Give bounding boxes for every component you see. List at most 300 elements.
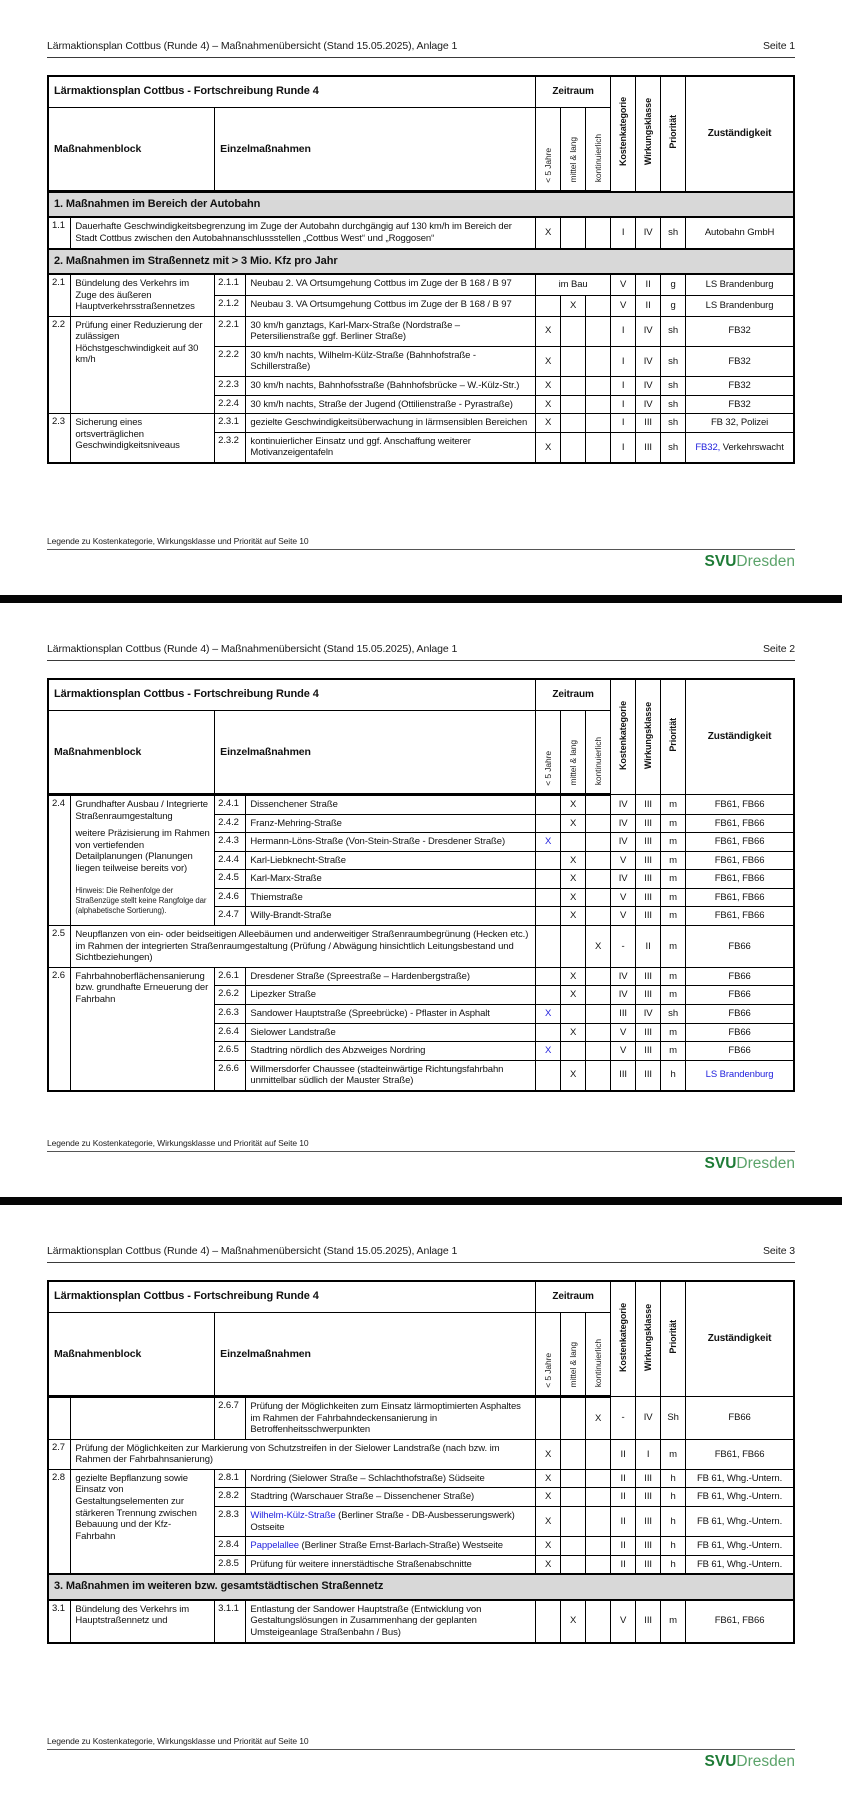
document-title: Lärmaktionsplan Cottbus (Runde 4) – Maßnahmenübersicht (Stand 15.05.2025), Anlage 1 <box>47 643 458 655</box>
zeitraum-mark-cell <box>586 1439 611 1469</box>
massnahmenblock-header-cell: Maßnahmenblock <box>48 711 215 795</box>
zeitraum-mark-cell <box>561 1004 586 1023</box>
measures-table-page-3 <box>47 1280 795 1644</box>
zeitraum-mark-cell <box>536 814 561 833</box>
zustaendigkeit-cell: FB32 <box>686 346 794 376</box>
value-cell: IV <box>611 814 636 833</box>
header-rule <box>47 57 795 58</box>
value-cell: sh <box>661 414 686 433</box>
item-text-cell: Hermann-Löns-Straße (Von-Stein-Straße - Dresdener Straße) <box>246 833 536 852</box>
item-number-cell: 2.8.4 <box>215 1537 246 1556</box>
zeitraum-mark-cell: X <box>536 395 561 414</box>
zustaendigkeit-cell: FB66 <box>686 1397 794 1440</box>
text-part: (Berliner Straße - DB-Ausbesserungswerk) Ostseite <box>250 1510 515 1533</box>
rotated-column-label: Wirkungsklasse <box>642 701 653 769</box>
block-number-cell: 2.2 <box>48 316 71 413</box>
value-cell: sh <box>661 217 686 248</box>
paragraph: Hinweis: Die Reihenfolge der Straßenzüge stellt keine Rangfolge dar (alphabetische Sortierung). <box>75 886 207 915</box>
header-row-1 <box>48 76 794 108</box>
item-number-cell: 2.6.2 <box>215 986 246 1005</box>
zeitraum-mark-cell <box>586 432 611 463</box>
zustaendigkeit-cell: FB66 <box>686 986 794 1005</box>
header-rule <box>47 1262 795 1263</box>
rotated-header-cell <box>611 76 636 192</box>
rotated-column-label: mittel & lang <box>567 739 578 786</box>
legend-note: Legende zu Kostenkategorie, Wirkungsklasse und Priorität auf Seite 10 <box>47 1736 309 1746</box>
zeitraum-mark-cell <box>586 1042 611 1061</box>
value-cell: h <box>661 1060 686 1091</box>
rotated-header-cell <box>611 1281 636 1397</box>
block-number-cell: 2.4 <box>48 795 71 926</box>
item-text-cell: Karl-Liebknecht-Straße <box>246 851 536 870</box>
value-cell: V <box>611 888 636 907</box>
rotated-header-cell <box>561 1313 586 1397</box>
zeitraum-mark-cell <box>586 851 611 870</box>
value-cell: IV <box>611 870 636 889</box>
rotated-header-cell <box>586 711 611 795</box>
value-cell: II <box>636 926 661 968</box>
page-number: Seite 2 <box>763 643 795 655</box>
value-cell: III <box>636 414 661 433</box>
zeitraum-mark-cell: X <box>536 833 561 852</box>
zeitraum-mark-cell <box>561 1507 586 1537</box>
value-cell: III <box>636 833 661 852</box>
block-number-cell: 2.8 <box>48 1469 71 1574</box>
zustaendigkeit-cell: FB61, FB66 <box>686 833 794 852</box>
zeitraum-mark-cell: X <box>536 414 561 433</box>
item-number-cell: 2.6.1 <box>215 967 246 986</box>
zustaendigkeit-cell: FB 61, Whg.-Untern. <box>686 1488 794 1507</box>
value-cell: III <box>636 986 661 1005</box>
value-cell: sh <box>661 395 686 414</box>
item-number-cell: 2.4.3 <box>215 833 246 852</box>
zeitraum-mark-cell <box>561 1397 586 1440</box>
table-row <box>48 414 794 433</box>
zustaendigkeit-cell: FB61, FB66 <box>686 795 794 815</box>
item-number-cell: 2.6.7 <box>215 1397 246 1440</box>
zeitraum-mark-cell: X <box>536 1537 561 1556</box>
zustaendigkeit-cell: FB61, FB66 <box>686 814 794 833</box>
zeitraum-mark-cell <box>561 1488 586 1507</box>
value-cell: II <box>636 295 661 316</box>
zeitraum-mark-cell <box>561 1469 586 1488</box>
value-cell: h <box>661 1507 686 1537</box>
paragraph: weitere Präzisierung im Rahmen von vertiefenden Detailplanungen (Planungen liegen teilweise bereits vor) <box>75 828 210 874</box>
einzelmassnahmen-header-cell: Einzelmaßnahmen <box>215 1313 536 1397</box>
zeitraum-mark-cell <box>586 346 611 376</box>
zustaendigkeit-cell: FB66 <box>686 967 794 986</box>
zustaendigkeit-cell: FB66 <box>686 1042 794 1061</box>
value-cell: m <box>661 986 686 1005</box>
rotated-column-label: mittel & lang <box>567 1341 578 1388</box>
zeitraum-mark-cell: X <box>561 967 586 986</box>
value-cell: V <box>611 1600 636 1643</box>
zeitraum-mark-cell <box>536 1023 561 1042</box>
table-header <box>48 1281 794 1397</box>
zeitraum-mark-cell: X <box>561 1060 586 1091</box>
footer-rule <box>47 1749 795 1750</box>
rotated-column-label: < 5 Jahre <box>542 147 553 183</box>
zustaendigkeit-cell <box>686 432 794 463</box>
zeitraum-mark-cell <box>586 1537 611 1556</box>
item-number-cell: 2.4.5 <box>215 870 246 889</box>
value-cell: g <box>661 274 686 295</box>
zeitraum-mark-cell <box>586 967 611 986</box>
zeitraum-mark-cell: X <box>561 1023 586 1042</box>
item-number-cell: 2.8.2 <box>215 1488 246 1507</box>
rotated-header-cell <box>561 711 586 795</box>
table-row <box>48 967 794 986</box>
value-cell: II <box>611 1537 636 1556</box>
value-cell: h <box>661 1469 686 1488</box>
rotated-column-label: Wirkungsklasse <box>642 1303 653 1371</box>
item-number-cell: 2.4.4 <box>215 851 246 870</box>
zeitraum-mark-cell: X <box>536 377 561 396</box>
item-number-cell: 2.3.1 <box>215 414 246 433</box>
value-cell: V <box>611 295 636 316</box>
zustaendigkeit-cell: FB61, FB66 <box>686 851 794 870</box>
paragraph: Grundhafter Ausbau / Integrierte Straßenraumgestaltung <box>75 799 208 822</box>
value-cell: III <box>636 1060 661 1091</box>
zeitraum-header-cell: Zeitraum <box>536 1281 611 1313</box>
zeitraum-mark-cell <box>586 1469 611 1488</box>
value-cell: sh <box>661 377 686 396</box>
document-page-2 <box>0 603 842 1197</box>
zeitraum-mark-cell <box>536 1060 561 1091</box>
page-number: Seite 1 <box>763 40 795 52</box>
text-part: Verkehrswacht <box>720 441 784 453</box>
einzelmassnahmen-header-cell: Einzelmaßnahmen <box>215 108 536 192</box>
rotated-column-label: kontinuierlich <box>592 134 603 183</box>
table-row <box>48 1469 794 1488</box>
value-cell: m <box>661 1023 686 1042</box>
header-row-1 <box>48 1281 794 1313</box>
zustaendigkeit-cell: FB61, FB66 <box>686 1600 794 1643</box>
zeitraum-mark-cell <box>561 432 586 463</box>
item-number-cell: 2.1.2 <box>215 295 246 316</box>
zeitraum-mark-cell: X <box>561 888 586 907</box>
page-number: Seite 3 <box>763 1245 795 1257</box>
value-cell: III <box>611 1004 636 1023</box>
item-text-cell: 30 km/h ganztags, Karl-Marx-Straße (Nordstraße – Petersilienstraße ggf. Berliner Straße) <box>246 316 536 346</box>
document-header <box>0 0 842 52</box>
svu-dresden-logo <box>47 1155 795 1173</box>
zeitraum-mark-cell <box>536 986 561 1005</box>
zeitraum-mark-cell <box>561 316 586 346</box>
zeitraum-mark-cell: X <box>536 217 561 248</box>
zeitraum-mark-cell <box>561 1439 586 1469</box>
item-text-cell: Sandower Hauptstraße (Spreebrücke) - Pflaster in Asphalt <box>246 1004 536 1023</box>
zeitraum-mark-cell <box>561 1555 586 1574</box>
block-number-cell: 2.3 <box>48 414 71 463</box>
page-separator-bar <box>0 595 842 603</box>
value-cell: m <box>661 967 686 986</box>
rotated-header-cell <box>586 1313 611 1397</box>
value-cell: - <box>611 1397 636 1440</box>
block-number-cell: 2.7 <box>48 1439 71 1469</box>
zustaendigkeit-cell: FB32 <box>686 377 794 396</box>
zeitraum-mark-cell <box>586 1507 611 1537</box>
header-row-1 <box>48 679 794 711</box>
item-text-cell: Dissenchener Straße <box>246 795 536 815</box>
value-cell: V <box>611 274 636 295</box>
value-cell: III <box>636 795 661 815</box>
item-number-cell: 2.8.3 <box>215 1507 246 1537</box>
table-title-cell: Lärmaktionsplan Cottbus - Fortschreibung Runde 4 <box>48 1281 536 1313</box>
zustaendigkeit-cell: FB61, FB66 <box>686 870 794 889</box>
item-text-cell: Prüfung der Möglichkeiten zum Einsatz lärmoptimierten Asphaltes im Rahmen der Fahrbahndeckensanierung in Betroffenheitsschwerpunkten <box>246 1397 536 1440</box>
value-cell: m <box>661 795 686 815</box>
zeitraum-mark-cell: X <box>586 926 611 968</box>
item-number-cell: 2.4.6 <box>215 888 246 907</box>
value-cell: m <box>661 851 686 870</box>
zeitraum-mark-cell <box>586 1555 611 1574</box>
item-number-cell: 2.6.6 <box>215 1060 246 1091</box>
zeitraum-mark-cell <box>536 851 561 870</box>
zustaendigkeit-cell: FB 61, Whg.-Untern. <box>686 1537 794 1556</box>
rotated-column-label: Kostenkategorie <box>617 97 628 167</box>
rotated-column-label: < 5 Jahre <box>542 1352 553 1388</box>
value-cell: I <box>611 432 636 463</box>
logo-dresden: Dresden <box>736 553 795 570</box>
value-cell: m <box>661 814 686 833</box>
zeitraum-mark-cell: X <box>536 1555 561 1574</box>
value-cell: III <box>636 1469 661 1488</box>
value-cell: II <box>611 1507 636 1537</box>
value-cell: IV <box>636 217 661 248</box>
zeitraum-mark-cell <box>561 926 586 968</box>
page-footer <box>47 536 795 571</box>
value-cell: IV <box>636 1004 661 1023</box>
zeitraum-mark-cell <box>536 795 561 815</box>
block-number-cell <box>48 1397 71 1440</box>
table-row <box>48 1397 794 1440</box>
zeitraum-header-cell: Zeitraum <box>536 76 611 108</box>
rotated-header-cell <box>536 108 561 192</box>
svu-dresden-logo <box>47 553 795 571</box>
block-number-cell: 1.1 <box>48 217 71 248</box>
zeitraum-header-cell: Zeitraum <box>536 679 611 711</box>
rotated-column-label: < 5 Jahre <box>542 750 553 786</box>
zeitraum-mark-cell <box>586 814 611 833</box>
zeitraum-mark-cell: X <box>561 295 586 316</box>
item-text-cell: Karl-Marx-Straße <box>246 870 536 889</box>
rotated-header-cell <box>636 679 661 795</box>
item-text-cell <box>246 1537 536 1556</box>
value-cell: V <box>611 1042 636 1061</box>
item-number-cell: 2.2.4 <box>215 395 246 414</box>
page-footer <box>47 1736 795 1771</box>
zustaendigkeit-cell: FB61, FB66 <box>686 888 794 907</box>
value-cell: I <box>636 1439 661 1469</box>
value-cell: III <box>636 1042 661 1061</box>
document-title: Lärmaktionsplan Cottbus (Runde 4) – Maßnahmenübersicht (Stand 15.05.2025), Anlage 1 <box>47 1245 458 1257</box>
value-cell: III <box>636 1023 661 1042</box>
zustaendigkeit-cell: LS Brandenburg <box>686 1060 794 1091</box>
zeitraum-mark-cell <box>586 377 611 396</box>
zeitraum-mark-cell <box>536 295 561 316</box>
logo-svu: SVU <box>704 1753 737 1770</box>
value-cell: g <box>661 295 686 316</box>
table-row <box>48 1439 794 1469</box>
block-text-cell: Sicherung eines ortsverträglichen Geschwindigkeitsniveaus <box>71 414 215 463</box>
value-cell: II <box>636 274 661 295</box>
logo-svu: SVU <box>704 553 737 570</box>
value-cell: III <box>636 1507 661 1537</box>
zeitraum-mark-cell: X <box>561 870 586 889</box>
zustaendigkeit-cell: FB 61, Whg.-Untern. <box>686 1469 794 1488</box>
zeitraum-mark-cell: X <box>561 795 586 815</box>
zustaendigkeit-cell: FB 61, Whg.-Untern. <box>686 1507 794 1537</box>
value-cell: II <box>611 1488 636 1507</box>
value-cell: I <box>611 395 636 414</box>
item-number-cell: 2.8.1 <box>215 1469 246 1488</box>
block-text-cell: Prüfung einer Reduzierung der zulässigen Höchstgeschwindigkeit auf 30 km/h <box>71 316 215 413</box>
value-cell: m <box>661 1600 686 1643</box>
zustaendigkeit-cell: LS Brandenburg <box>686 295 794 316</box>
rotated-header-cell <box>536 1313 561 1397</box>
item-text-cell: Dresdener Straße (Spreestraße – Hardenbergstraße) <box>246 967 536 986</box>
zeitraum-mark-cell: X <box>536 1488 561 1507</box>
block-number-cell: 2.5 <box>48 926 71 968</box>
page-separator-bar <box>0 1197 842 1205</box>
value-cell: im Bau <box>536 274 611 295</box>
text-part: Pappelallee <box>250 1540 299 1552</box>
value-cell: IV <box>611 795 636 815</box>
item-number-cell: 2.2.2 <box>215 346 246 376</box>
item-text-cell: Willmersdorfer Chaussee (stadteinwärtige Richtungsfahrbahn unmittelbar südlich der Mauster Straße) <box>246 1060 536 1091</box>
value-cell: h <box>661 1537 686 1556</box>
item-text-cell: Neubau 3. VA Ortsumgehung Cottbus im Zuge der B 168 / B 97 <box>246 295 536 316</box>
zeitraum-mark-cell: X <box>561 907 586 926</box>
value-cell: II <box>611 1439 636 1469</box>
value-cell: m <box>661 907 686 926</box>
massnahmenblock-header-cell: Maßnahmenblock <box>48 108 215 192</box>
item-text-cell <box>246 1507 536 1537</box>
table-row <box>48 1600 794 1643</box>
value-cell: sh <box>661 1004 686 1023</box>
item-text-cell: kontinuierlicher Einsatz und ggf. Anschaffung weiterer Motivanzeigentafeln <box>246 432 536 463</box>
value-cell: sh <box>661 346 686 376</box>
measures-table-page-1 <box>47 75 795 464</box>
text-part: (Berliner Straße Ernst-Barlach-Straße) Westseite <box>298 1540 503 1552</box>
value-cell: I <box>611 377 636 396</box>
value-cell: III <box>636 814 661 833</box>
value-cell: V <box>611 851 636 870</box>
item-text-cell: Thiemstraße <box>246 888 536 907</box>
zeitraum-mark-cell <box>586 833 611 852</box>
block-text-cell <box>71 1397 215 1440</box>
section-header-cell: 1. Maßnahmen im Bereich der Autobahn <box>48 192 794 218</box>
item-text-cell: Sielower Landstraße <box>246 1023 536 1042</box>
value-cell: - <box>611 926 636 968</box>
value-cell: m <box>661 926 686 968</box>
value-cell: IV <box>611 833 636 852</box>
zustaendigkeit-cell: FB 61, Whg.-Untern. <box>686 1555 794 1574</box>
footer-rule <box>47 549 795 550</box>
table-body <box>48 192 794 463</box>
rotated-header-cell <box>661 679 686 795</box>
value-cell: III <box>636 907 661 926</box>
zustaendigkeit-cell: FB32 <box>686 395 794 414</box>
rotated-column-label: Kostenkategorie <box>617 700 628 770</box>
value-cell: IV <box>636 1397 661 1440</box>
zeitraum-mark-cell: X <box>536 346 561 376</box>
value-cell: I <box>611 346 636 376</box>
value-cell: III <box>636 1600 661 1643</box>
value-cell: V <box>611 1023 636 1042</box>
table-body <box>48 795 794 1091</box>
item-number-cell: 2.4.1 <box>215 795 246 815</box>
value-cell: III <box>636 1488 661 1507</box>
zeitraum-mark-cell <box>586 888 611 907</box>
zeitraum-mark-cell <box>561 217 586 248</box>
zeitraum-mark-cell <box>586 1060 611 1091</box>
zeitraum-mark-cell <box>536 1397 561 1440</box>
zeitraum-mark-cell <box>561 395 586 414</box>
value-cell: III <box>636 432 661 463</box>
value-cell: II <box>611 1469 636 1488</box>
item-number-cell: 3.1.1 <box>215 1600 246 1643</box>
rotated-header-cell <box>586 108 611 192</box>
item-text-cell: Neupflanzen von ein- oder beidseitigen Alleebäumen und anderweitiger Straßenraumbegrünung (Hecken etc.) im Rahmen der integrierten Straßenraumgestaltung (Prüfung / Abwägung hinsichtlich Leitungsbestand und Sichtbeziehungen) <box>71 926 536 968</box>
rotated-header-cell <box>611 679 636 795</box>
block-text-cell <box>71 795 215 926</box>
item-text-cell: 30 km/h nachts, Wilhelm-Külz-Straße (Bahnhofstraße - Schillerstraße) <box>246 346 536 376</box>
footer-rule <box>47 1151 795 1152</box>
value-cell: I <box>611 217 636 248</box>
item-text-cell: Stadtring nördlich des Abzweiges Nordring <box>246 1042 536 1061</box>
value-cell: III <box>611 1060 636 1091</box>
zeitraum-mark-cell <box>586 907 611 926</box>
value-cell: IV <box>636 346 661 376</box>
value-cell: III <box>636 851 661 870</box>
rotated-column-label: mittel & lang <box>567 136 578 183</box>
item-text-cell: gezielte Geschwindigkeitsüberwachung in lärmsensiblen Bereichen <box>246 414 536 433</box>
block-number-cell: 2.6 <box>48 967 71 1091</box>
rotated-column-label: kontinuierlich <box>592 737 603 786</box>
rotated-column-label: Kostenkategorie <box>617 1302 628 1372</box>
block-text-cell: gezielte Bepflanzung sowie Einsatz von Gestaltungselementen zur stärkeren Trennung zwischen Bebauung und der Kfz-Fahrbahn <box>71 1469 215 1574</box>
text-part: Wilhelm-Külz-Straße <box>250 1510 336 1522</box>
zustaendigkeit-cell: Autobahn GmbH <box>686 217 794 248</box>
zeitraum-mark-cell <box>586 986 611 1005</box>
zeitraum-mark-cell <box>586 1488 611 1507</box>
item-number-cell: 2.3.2 <box>215 432 246 463</box>
item-text-cell: Prüfung für weitere innerstädtische Straßenabschnitte <box>246 1555 536 1574</box>
block-number-cell: 2.1 <box>48 274 71 316</box>
einzelmassnahmen-header-cell: Einzelmaßnahmen <box>215 711 536 795</box>
document-page-1 <box>0 0 842 595</box>
table-row <box>48 795 794 815</box>
zeitraum-mark-cell <box>561 1042 586 1061</box>
zeitraum-mark-cell <box>561 414 586 433</box>
zeitraum-mark-cell: X <box>561 1600 586 1643</box>
rotated-header-cell <box>561 108 586 192</box>
item-number-cell: 2.6.5 <box>215 1042 246 1061</box>
zeitraum-mark-cell <box>536 888 561 907</box>
zustaendigkeit-header-cell: Zuständigkeit <box>686 679 794 795</box>
document-header <box>0 603 842 655</box>
rotated-column-label: Wirkungsklasse <box>642 98 653 166</box>
table-row <box>48 274 794 295</box>
value-cell: m <box>661 833 686 852</box>
header-rule <box>47 660 795 661</box>
value-cell: IV <box>611 986 636 1005</box>
zeitraum-mark-cell: X <box>586 1397 611 1440</box>
section-row <box>48 249 794 274</box>
value-cell: V <box>611 907 636 926</box>
